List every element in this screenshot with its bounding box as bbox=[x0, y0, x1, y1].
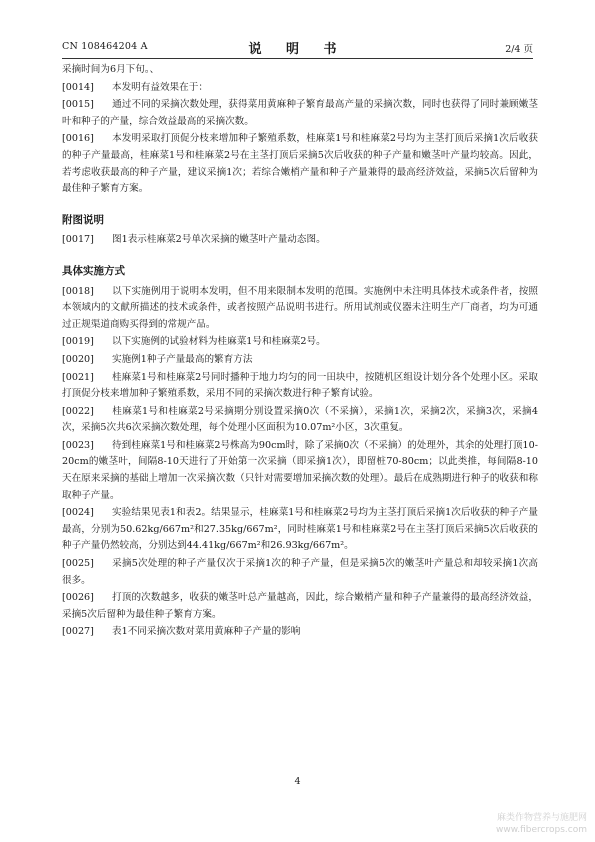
paragraph-text: 表1不同采摘次数对菜用黄麻种子产量的影响 bbox=[112, 626, 301, 638]
paragraph-text: 桂麻菜1号和桂麻菜2号同时播种于地力均匀的同一田块中，按随机区组设计划分各个处理小区。采取打顶促分枝来增加种子繁殖系数，采用不同的采摘次数进行种子繁育试验。 bbox=[62, 371, 538, 400]
paragraph-text: 实验结果见表1和表2。结果显示，桂麻菜1号和桂麻菜2号均为主茎打顶后采摘1次后收获的种子产量最高，分别为50.62kg/667m²和27.35kg/667m²，同时桂麻菜1号和桂麻菜2号在主茎打顶后采摘5次后收获的种子产量仍然较高，分别达到44.41kg/667m²和26.93kg/667m²。 bbox=[62, 507, 538, 552]
paragraph-text: 本发明采取打顶促分枝来增加种子繁殖系数，桂麻菜1号和桂麻菜2号均为主茎打顶后采摘1次后收获的种子产量最高，桂麻菜1号和桂麻菜2号在主茎打顶后采摘5次后收获的种子产量和嫩茎叶产量均较高。因此，若考虑收获最高的种子产量，建议采摘1次；若综合嫩梢产量和种子产量兼得的最高经济效益，采摘5次后留种为最佳种子繁育方案。 bbox=[62, 133, 538, 195]
section-heading-embodiments: 具体实施方式 bbox=[62, 264, 125, 277]
paragraph-text: 以下实施例的试验材料为桂麻菜1号和桂麻菜2号。 bbox=[112, 336, 326, 348]
intro-paragraphs bbox=[62, 62, 538, 198]
site-watermark bbox=[496, 812, 587, 836]
paragraph bbox=[62, 590, 538, 623]
paragraph-number: [0025] bbox=[62, 558, 94, 570]
paragraph-text: 以下实施例用于说明本发明，但不用来限制本发明的范围。实施例中未注明具体技术或条件者，按照本领域内的文献所描述的技术或条件，或者按照产品说明书进行。所用试剂或仪器未注明生产厂商者，均为可通过正规渠道商购买得到的常规产品。 bbox=[62, 285, 538, 330]
paragraph-number: [0023] bbox=[62, 439, 94, 451]
header-rule bbox=[62, 58, 533, 59]
paragraph-number: [0014] bbox=[62, 81, 94, 93]
paragraph-number: [0024] bbox=[62, 507, 94, 519]
paragraph-number: [0015] bbox=[62, 99, 94, 111]
watermark-url: www.fibercrops.com bbox=[496, 825, 587, 835]
embodiment-paragraphs bbox=[62, 284, 538, 641]
paragraph-text: 实施例1种子产量最高的繁育方法 bbox=[112, 353, 253, 365]
paragraph-number: [0027] bbox=[62, 626, 94, 638]
paragraph bbox=[62, 62, 538, 79]
paragraph bbox=[62, 232, 538, 249]
paragraph bbox=[62, 334, 538, 351]
paragraph-text: 打顶的次数越多，收获的嫩茎叶总产量越高，因此，综合嫩梢产量和种子产量兼得的最高经济效益，采摘5次后留种为最佳种子繁育方案。 bbox=[62, 592, 538, 620]
paragraph-number: [0016] bbox=[62, 133, 94, 145]
paragraph bbox=[62, 97, 538, 130]
page-header bbox=[62, 38, 533, 56]
paragraph bbox=[62, 438, 538, 504]
paragraph bbox=[62, 624, 538, 641]
paragraph-number: [0022] bbox=[62, 405, 94, 417]
paragraph bbox=[62, 352, 538, 369]
paragraph bbox=[62, 556, 538, 589]
paragraph bbox=[62, 404, 538, 437]
paragraph-text: 通过不同的采摘次数处理，获得菜用黄麻种子繁育最高产量的采摘次数，同时也获得了同时兼顾嫩茎叶和种子的产量，综合效益最高的采摘次数。 bbox=[62, 99, 538, 127]
watermark-site-name: 麻类作物营养与施肥网 bbox=[496, 813, 587, 823]
paragraph-number: [0026] bbox=[62, 592, 94, 604]
document-title: 说 明 书 bbox=[248, 42, 347, 57]
patent-number: CN 108464204 A bbox=[62, 41, 148, 52]
paragraph-text: 采摘5次处理的种子产量仅次于采摘1次的种子产量，但是采摘5次的嫩茎叶产量总和却较采摘1次高很多。 bbox=[62, 558, 538, 586]
section-heading-drawings: 附图说明 bbox=[62, 213, 104, 226]
page-of-total: 2/4 页 bbox=[505, 44, 533, 55]
paragraph bbox=[62, 284, 538, 334]
paragraph-text: 图1表示桂麻菜2号单次采摘的嫩茎叶产量动态图。 bbox=[112, 234, 326, 246]
paragraph-text: 采摘时间为6月下旬。、 bbox=[62, 64, 160, 75]
paragraph-number: [0018] bbox=[62, 285, 94, 297]
paragraph-text: 本发明有益效果在于： bbox=[112, 81, 208, 93]
paragraph bbox=[62, 131, 538, 197]
paragraph bbox=[62, 505, 538, 555]
paragraph bbox=[62, 370, 538, 403]
paragraph-number: [0021] bbox=[62, 371, 94, 383]
paragraph-number: [0020] bbox=[62, 353, 94, 365]
paragraph bbox=[62, 80, 538, 97]
paragraph-number: [0017] bbox=[62, 234, 94, 246]
paragraph-text: 待到桂麻菜1号和桂麻菜2号株高为90cm时，除了采摘0次（不采摘）的处理外，其余的处理打顶10-20cm的嫩茎叶，间隔8-10天进行了开始第一次采摘（即采摘1次），即留桩70-80cm；以此类推，每间隔8-10天在原来采摘的基础上增加一次采摘次数（只针对需要增加采摘次数的处理）。最后在成熟期进行种子的收获和称取种子产量。 bbox=[62, 439, 538, 501]
drawings-paragraphs bbox=[62, 232, 538, 249]
paragraph-number: [0019] bbox=[62, 336, 94, 348]
document-body bbox=[62, 62, 538, 642]
page-number: 4 bbox=[294, 776, 301, 787]
paragraph-text: 桂麻菜1号和桂麻菜2号采摘期分别设置采摘0次（不采摘），采摘1次，采摘2次，采摘3次，采摘4次，采摘5次共6次采摘次数处理，每个处理小区面积为10.07m²小区，3次重复。 bbox=[62, 405, 538, 434]
